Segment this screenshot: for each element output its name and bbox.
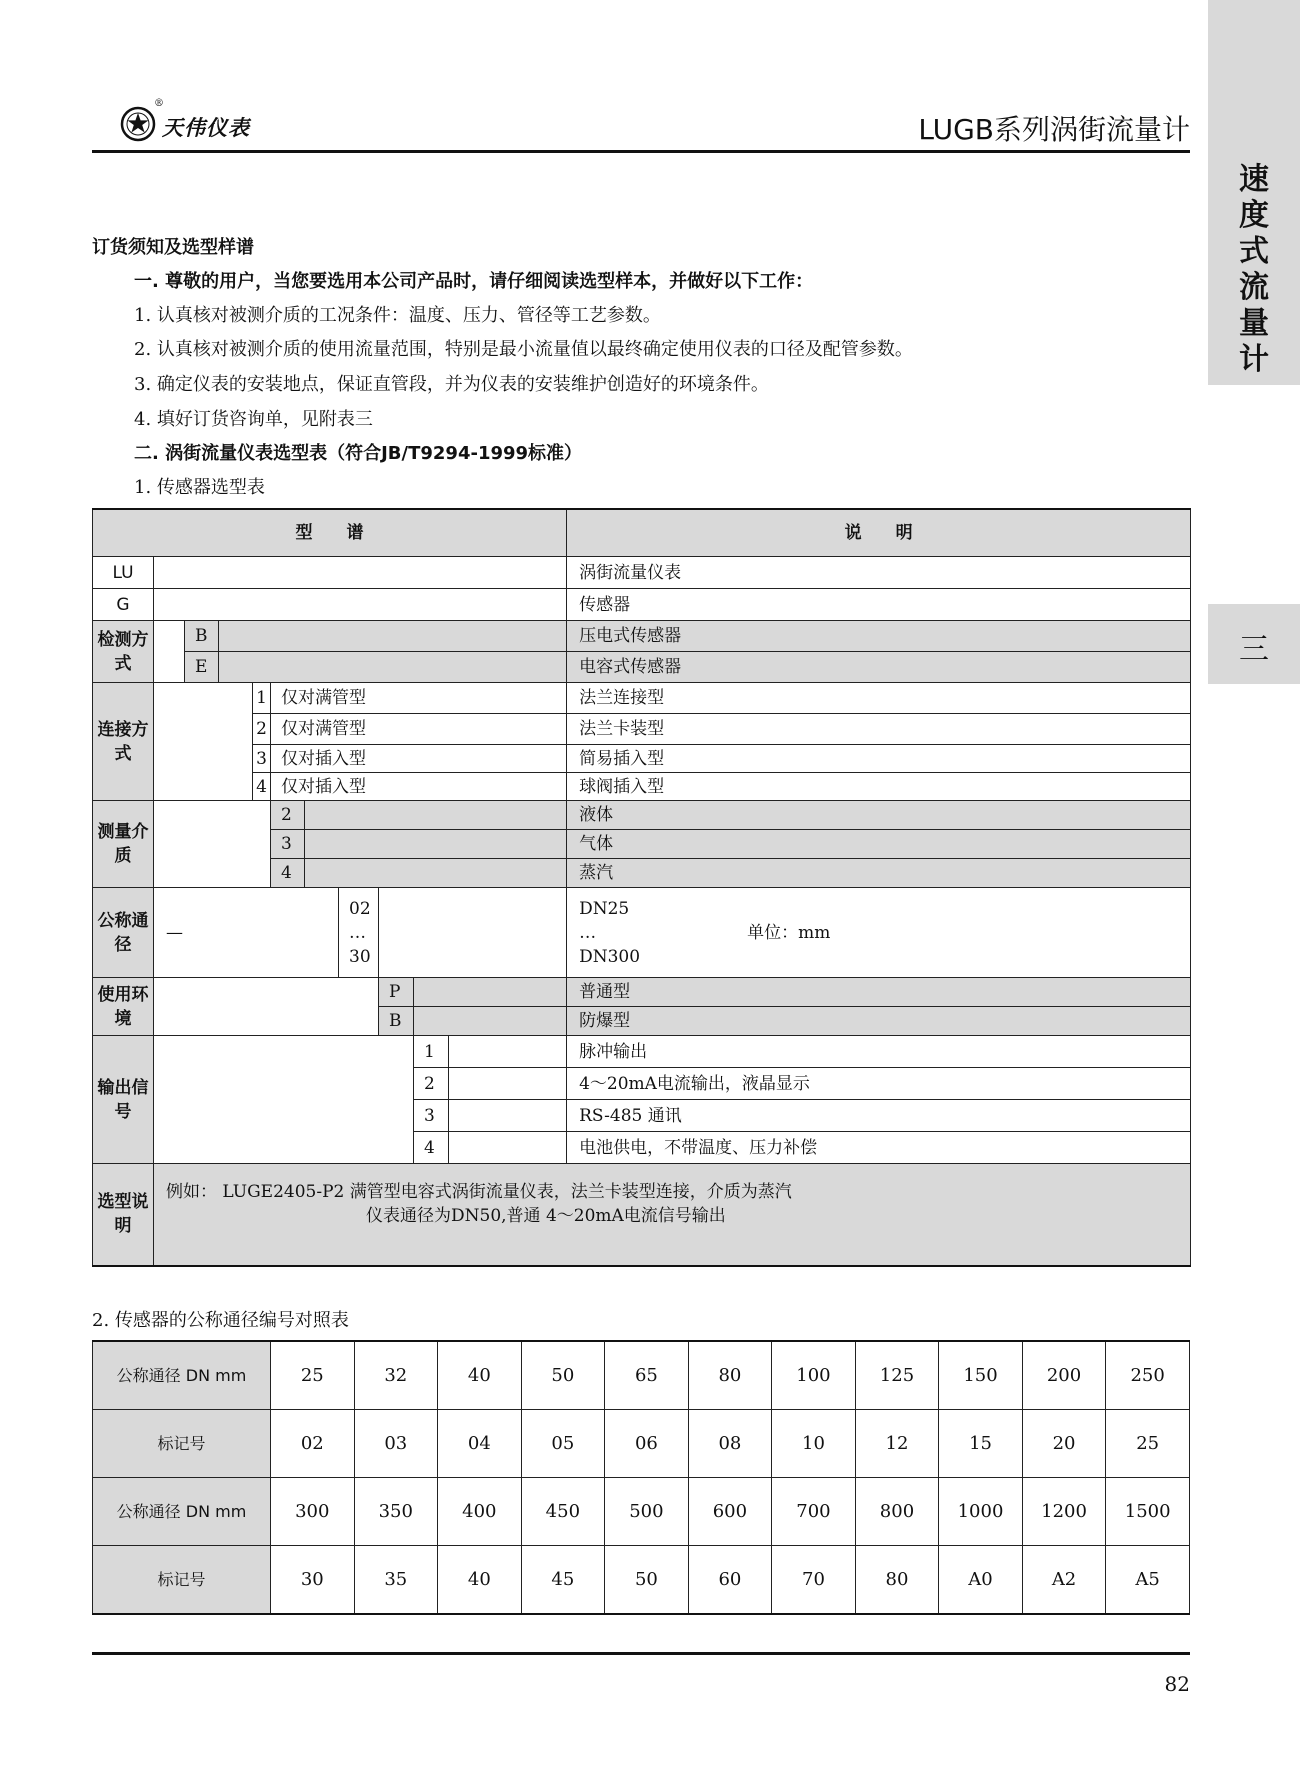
dn-cell: 300 — [271, 1478, 355, 1546]
instruction-item: 4. 填好订货咨询单，见附表三 — [134, 409, 373, 430]
mark-cell: 35 — [354, 1546, 438, 1615]
dn-cell: 200 — [1022, 1341, 1106, 1410]
table-row — [93, 683, 1191, 714]
code-cell: E — [185, 652, 219, 683]
mark-cell: A0 — [939, 1546, 1023, 1615]
category-char: 量 — [1239, 306, 1269, 341]
dn-cell: 700 — [772, 1478, 856, 1546]
dn-label-cell: 公称通径 DN mm — [93, 1341, 271, 1410]
dn-cell: 25 — [271, 1341, 355, 1410]
description-column-header: 说 明 — [567, 509, 1191, 557]
example-line: 仪表通径为DN50,普通 4～20mA电流信号输出 — [366, 1206, 726, 1226]
description-cell: 球阀插入型 — [567, 773, 1191, 801]
description-cell: 传感器 — [567, 589, 1191, 621]
row-label-output: 输出信号 — [93, 1036, 154, 1164]
description-cell: 电池供电，不带温度、压力补偿 — [567, 1132, 1191, 1164]
mark-cell: 03 — [354, 1410, 438, 1478]
code-cell: 4 — [271, 859, 305, 888]
dn-cell: 40 — [438, 1341, 522, 1410]
dn-cell: 600 — [688, 1478, 772, 1546]
instruction-item: 2. 认真核对被测介质的使用流量范围，特别是最小流量值以最终确定使用仪表的口径及配管参数。 — [134, 339, 913, 360]
dn-cell: 65 — [605, 1341, 689, 1410]
mark-cell: 06 — [605, 1410, 689, 1478]
diameter-description-cell — [567, 888, 1191, 978]
row-label-environment: 使用环境 — [93, 978, 154, 1036]
diameter-code-cell — [339, 888, 379, 978]
mark-cell: 45 — [521, 1546, 605, 1615]
instruction-item: 3. 确定仪表的安装地点，保证直管段，并为仪表的安装维护创造好的环境条件。 — [134, 374, 769, 395]
mark-cell: 50 — [605, 1546, 689, 1615]
code-label-cell: 标记号 — [93, 1546, 271, 1615]
dn-cell: 32 — [354, 1341, 438, 1410]
table-row — [93, 801, 1191, 830]
footer-divider — [92, 1652, 1190, 1655]
table-row — [93, 1546, 1190, 1615]
description-cell: 电容式传感器 — [567, 652, 1191, 683]
table-row — [93, 621, 1191, 652]
example-cell — [154, 1164, 1191, 1266]
category-side-tab — [1208, 0, 1300, 385]
dn-label-cell: 公称通径 DN mm — [93, 1478, 271, 1546]
dn-cell: 250 — [1106, 1341, 1190, 1410]
dn-cell: 1200 — [1022, 1478, 1106, 1546]
page-title: LUGB系列涡街流量计 — [918, 113, 1190, 146]
type-cell: 仅对插入型 — [271, 745, 567, 773]
mark-cell: 20 — [1022, 1410, 1106, 1478]
brand-logo — [120, 98, 260, 144]
code-cell: G — [93, 589, 154, 621]
dn-cell: 500 — [605, 1478, 689, 1546]
row-label-example: 选型说明 — [93, 1164, 154, 1266]
section-heading: 订货须知及选型样谱 — [92, 237, 254, 258]
description-cell: 简易插入型 — [567, 745, 1191, 773]
row-label-medium: 测量介质 — [93, 801, 154, 888]
row-label-connection: 连接方式 — [93, 683, 154, 801]
description-cell: 法兰连接型 — [567, 683, 1191, 714]
sensor-selection-table — [92, 508, 1190, 1267]
mark-cell: 40 — [438, 1546, 522, 1615]
type-cell: 仅对插入型 — [271, 773, 567, 801]
section-one-title: 一. 尊敬的用户，当您要选用本公司产品时，请仔细阅读选型样本，并做好以下工作： — [134, 271, 814, 292]
code-cell: 3 — [253, 745, 271, 773]
code-cell: 2 — [271, 801, 305, 830]
sub-section-title: 1. 传感器选型表 — [134, 477, 265, 498]
header-divider — [92, 150, 1190, 153]
code-cell: 3 — [414, 1100, 449, 1132]
dn-cell: 150 — [939, 1341, 1023, 1410]
description-cell: 气体 — [567, 830, 1191, 859]
description-cell: RS-485 通讯 — [567, 1100, 1191, 1132]
model-column-header: 型 谱 — [93, 509, 567, 557]
brand-name: 天伟仪表 — [162, 115, 250, 140]
category-char: 计 — [1239, 342, 1269, 377]
code-cell: 2 — [253, 714, 271, 745]
description-cell: 蒸汽 — [567, 859, 1191, 888]
mark-cell: 04 — [438, 1410, 522, 1478]
mark-cell: 30 — [271, 1546, 355, 1615]
diameter-table-title: 2. 传感器的公称通径编号对照表 — [92, 1310, 349, 1331]
description-cell: 4～20mA电流输出，液晶显示 — [567, 1068, 1191, 1100]
mark-cell: 08 — [688, 1410, 772, 1478]
table-row — [93, 714, 1191, 745]
code-cell: 1 — [253, 683, 271, 714]
table-row — [93, 773, 1191, 801]
table-header-row — [93, 509, 1191, 557]
code-cell: P — [379, 978, 414, 1007]
code-cell: 4 — [253, 773, 271, 801]
section-two-title: 二. 涡街流量仪表选型表（符合JB/T9294-1999标准） — [134, 443, 583, 464]
table-row — [93, 1036, 1191, 1068]
code-cell: 4 — [414, 1132, 449, 1164]
dn-cell: 450 — [521, 1478, 605, 1546]
type-cell: 仅对满管型 — [271, 683, 567, 714]
mark-cell: 25 — [1106, 1410, 1190, 1478]
category-char: 式 — [1239, 234, 1269, 269]
description-cell: 液体 — [567, 801, 1191, 830]
row-label-diameter: 公称通径 — [93, 888, 154, 978]
table-row — [93, 1478, 1190, 1546]
code-cell: LU — [93, 557, 154, 589]
star-emblem-icon — [120, 106, 156, 142]
code-cell: B — [379, 1007, 414, 1036]
description-cell: 脉冲输出 — [567, 1036, 1191, 1068]
description-cell: 涡街流量仪表 — [567, 557, 1191, 589]
code-cell: 1 — [414, 1036, 449, 1068]
diameter-desc: DN300 — [579, 946, 641, 967]
dn-cell: 400 — [438, 1478, 522, 1546]
mark-cell: A5 — [1106, 1546, 1190, 1615]
diameter-code: … — [349, 922, 366, 943]
code-label-cell: 标记号 — [93, 1410, 271, 1478]
table-row — [93, 888, 1191, 978]
unit-note: 单位：mm — [747, 923, 831, 943]
category-char: 流 — [1239, 270, 1269, 305]
dn-cell: 100 — [772, 1341, 856, 1410]
description-cell: 防爆型 — [567, 1007, 1191, 1036]
instruction-item: 1. 认真核对被测介质的工况条件：温度、压力、管径等工艺参数。 — [134, 305, 661, 326]
category-char: 速 — [1239, 162, 1269, 197]
table-row — [93, 978, 1191, 1007]
mark-cell: 05 — [521, 1410, 605, 1478]
dn-cell: 125 — [855, 1341, 939, 1410]
dn-cell: 50 — [521, 1341, 605, 1410]
table-row — [93, 745, 1191, 773]
mark-cell: 80 — [855, 1546, 939, 1615]
dn-cell: 350 — [354, 1478, 438, 1546]
mark-cell: 15 — [939, 1410, 1023, 1478]
example-line: 例如： LUGE2405-P2 满管型电容式涡街流量仪表，法兰卡装型连接，介质为蒸汽 — [166, 1182, 792, 1202]
mark-cell: 10 — [772, 1410, 856, 1478]
table-row — [93, 1410, 1190, 1478]
diameter-desc: DN25 — [579, 898, 630, 919]
code-cell: 2 — [414, 1068, 449, 1100]
diameter-desc: … — [579, 922, 597, 943]
chapter-number: 三 — [1239, 632, 1269, 667]
diameter-code: 02 — [349, 898, 371, 919]
dn-cell: 1000 — [939, 1478, 1023, 1546]
diameter-dash: — — [154, 888, 339, 978]
table-row — [93, 589, 1191, 621]
chapter-side-tab — [1208, 604, 1300, 684]
description-cell: 法兰卡装型 — [567, 714, 1191, 745]
description-cell: 压电式传感器 — [567, 621, 1191, 652]
type-cell: 仅对满管型 — [271, 714, 567, 745]
table-row — [93, 1341, 1190, 1410]
table-row — [93, 557, 1191, 589]
mark-cell: 70 — [772, 1546, 856, 1615]
mark-cell: A2 — [1022, 1546, 1106, 1615]
dn-cell: 80 — [688, 1341, 772, 1410]
code-cell: B — [185, 621, 219, 652]
table-row — [93, 1164, 1191, 1266]
dn-cell: 800 — [855, 1478, 939, 1546]
category-char: 度 — [1239, 198, 1269, 233]
table-row — [93, 652, 1191, 683]
code-cell: 3 — [271, 830, 305, 859]
mark-cell: 12 — [855, 1410, 939, 1478]
mark-cell: 02 — [271, 1410, 355, 1478]
description-cell: 普通型 — [567, 978, 1191, 1007]
page-number: 82 — [1164, 1672, 1190, 1696]
registered-mark: ® — [154, 98, 164, 109]
row-label-detection: 检测方式 — [93, 621, 154, 683]
diameter-code-table — [92, 1340, 1190, 1615]
mark-cell: 60 — [688, 1546, 772, 1615]
dn-cell: 1500 — [1106, 1478, 1190, 1546]
diameter-code: 30 — [349, 946, 371, 967]
